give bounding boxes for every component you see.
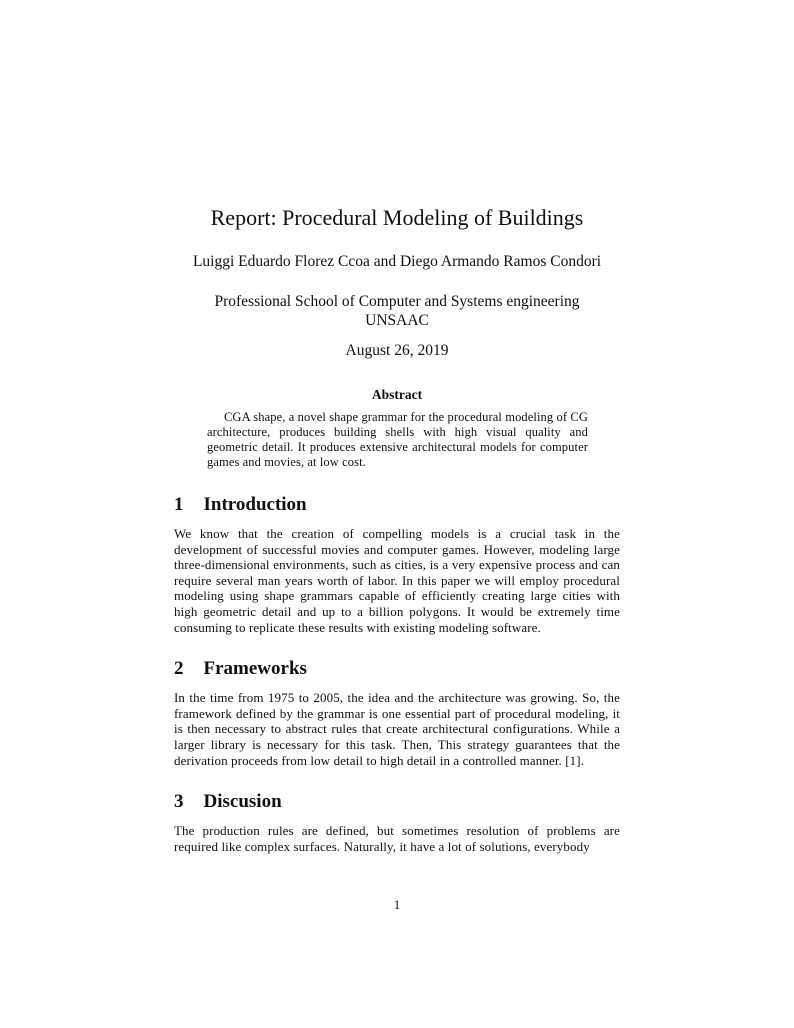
section-number: 3 [174, 791, 184, 813]
section-heading-frameworks [174, 658, 620, 680]
page-number: 1 [393, 897, 401, 912]
section-number: 2 [174, 658, 184, 680]
section-heading-discusion [174, 791, 620, 813]
section-title: Frameworks [203, 658, 307, 680]
affiliation-school: Professional School of Computer and Systems engineering [214, 293, 580, 310]
section-body-frameworks: In the time from 1975 to 2005, the idea and the architecture was growing. So, the framework defined by the grammar is one essential part of procedural modeling, it is then necessary to abstract rules that create architectural configurations. While a larger library is necessary for this task. Then, This strategy guarantees that the derivation proceeds from low detail to high detail in a controlled manner. [1]. [174, 690, 620, 768]
abstract-heading: Abstract [371, 387, 423, 402]
section-body-discusion: The production rules are defined, but sometimes resolution of problems are required like complex surfaces. Naturally, it have a lot of solutions, everybody [174, 823, 620, 854]
affiliation-university: UNSAAC [365, 312, 429, 329]
abstract-text: CGA shape, a novel shape grammar for the procedural modeling of CG architecture, produces building shells with high visual quality and geometric detail. It produces extensive architectural models for computer games and movies, at low cost. [207, 410, 588, 469]
section-title: Introduction [203, 494, 307, 515]
paper-authors: Luiggi Eduardo Florez Ccoa and Diego Armando Ramos Condori [192, 253, 602, 270]
paper-affiliation [174, 292, 620, 330]
section-heading-introduction [174, 494, 620, 516]
section-number: 1 [174, 494, 184, 515]
section-title: Discusion [203, 791, 282, 813]
paper-date: August 26, 2019 [345, 342, 449, 359]
section-body-introduction: We know that the creation of compelling models is a crucial task in the development of successful movies and computer games. However, modeling large three-dimensional environments, such as cities, is a very expensive process and can require several man years worth of labor. In this paper we will employ procedural modeling using shape grammars capable of efficiently creating large cities with high geometric detail and up to a billion polygons. It would be extremely time consuming to replicate these results with existing modeling software. [174, 526, 620, 635]
paper-title: Report: Procedural Modeling of Buildings [210, 205, 584, 230]
